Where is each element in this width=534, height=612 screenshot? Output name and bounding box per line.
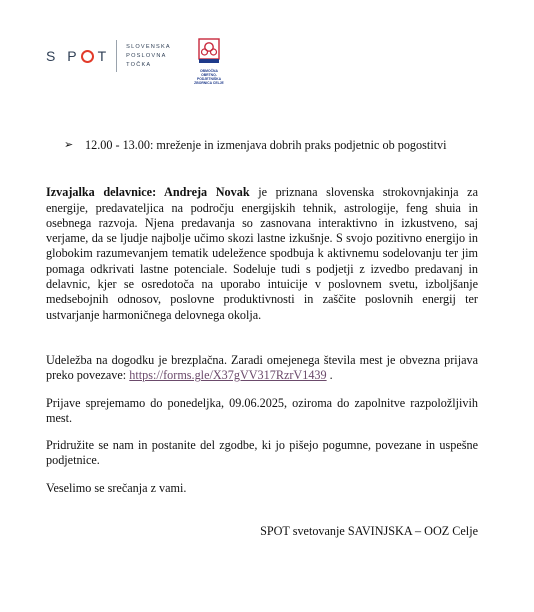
greeting-paragraph: Veselimo se srečanja z vami. <box>46 480 187 495</box>
deadline-paragraph: Prijave sprejemamo do ponedeljka, 09.06.2025, oziroma do zapolnitve razpoložljivih mest. <box>46 395 478 425</box>
ooz-emblem-icon <box>196 38 222 64</box>
spot-logo-wordmark: S P T <box>46 48 111 64</box>
document-header <box>0 0 534 90</box>
ooz-celje-logo <box>192 38 226 85</box>
spot-tagline-line: TOČKA <box>126 61 152 68</box>
document-body <box>46 138 478 539</box>
ooz-caption-line: ZBORNICA CELJE <box>194 81 224 85</box>
join-paragraph: Pridružite se nam in postanite del zgodbe, ki jo pišejo pogumne, povezane in uspešne podjetnice. <box>46 438 478 468</box>
ooz-logo-caption <box>192 69 226 85</box>
attendance-paragraph <box>46 353 478 384</box>
attendance-after: . <box>326 368 333 383</box>
spot-tagline-line: POSLOVNA <box>126 52 167 59</box>
ooz-caption-line: OBRTNO-PODJETNIŠKA <box>196 73 222 81</box>
instructor-lead: Izvajalka delavnice: Andreja Novak <box>46 185 250 200</box>
registration-link[interactable]: https://forms.gle/X37gVV317RzrV1439 <box>129 368 327 383</box>
signature: SPOT svetovanje SAVINJSKA – OOZ Celje <box>260 524 478 539</box>
arrow-bullet-icon: ➢ <box>64 139 74 151</box>
attendance-text: Udeležba na dogodku je brezplačna. Zaradi omejenega števila mest je obvezna prijava preko povezave: <box>46 352 478 383</box>
spot-logo-divider <box>116 40 117 72</box>
spot-logo <box>46 40 171 72</box>
spot-logo-tagline <box>126 43 171 70</box>
instructor-paragraph <box>46 185 478 323</box>
spot-tagline-line: SLOVENSKA <box>126 43 171 50</box>
instructor-bio: je priznana slovenska strokovnjakinja za energije, predavateljica na področju energijskih tehnik, astrologije, feng shuia in osebnega razvoja. Njena predavanja so zasnovana interaktivno in izkustveno, saj verjame, da se ljudje najbolje učimo skozi lastne izkušnje. S svojo pozitivno energijo in globokim razumevanjem tematik udeležence spodbuja k aktivnemu sodelovanju ter jim pomaga odkrivati lastne potenciale. Sodeluje tudi s podjetji z izvedbo predavanj in delavnic, kjer se osredotoča na uporabo intuicije v poslovnem svetu, izboljšanje medsebojnih odnosov, poslovne produktivnosti in zaščite poslovnih energij ter ustvarjanje harmoničnega delovnega okolja. <box>46 185 478 322</box>
ooz-caption-line: OBMOČNA <box>200 69 218 73</box>
agenda-bullet-item <box>46 138 478 153</box>
spot-logo-o-icon <box>81 50 94 63</box>
agenda-item-text: 12.00 - 13.00: mreženje in izmenjava dobrih praks podjetnic ob pogostitvi <box>85 138 447 152</box>
